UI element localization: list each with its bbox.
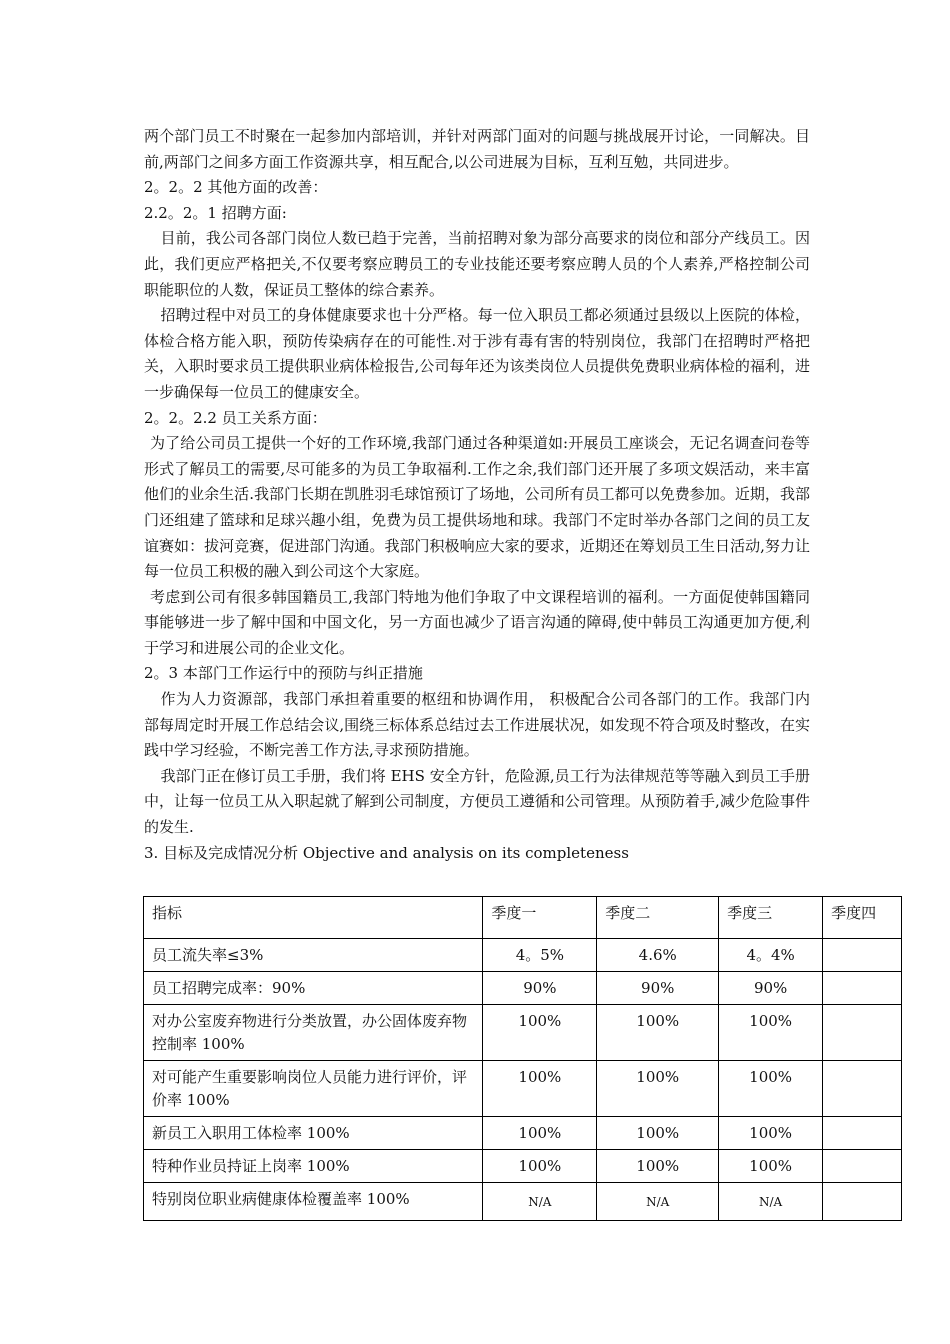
table-cell: 100% (719, 1117, 823, 1150)
paragraph-employee-relations: 为了给公司员工提供一个好的工作环境,我部门通过各种渠道如:开展员工座谈会，无记名调查问卷等形式了解员工的需要,尽可能多的为员工争取福利.工作之余,我们部门还开展了多项文娱活动，来丰富他们的业余生活.我部门长期在凯胜羽毛球馆预订了场地，公司所有员工都可以免费参加。近期，我部门还组建了篮球和足球兴趣小组，免费为员工提供场地和球。我部门不定时举办各部门之间的员工友谊赛如：拔河竞赛，促进部门沟通。我部门积极响应大家的要求，近期还在筹划员工生日活动,努力让每一位员工积极的融入到公司这个大家庭。 (144, 434, 810, 581)
table-cell: 4。5% (483, 939, 597, 972)
table-header-row (144, 897, 902, 939)
table-row (144, 972, 902, 1005)
table-cell: 对可能产生重要影响岗位人员能力进行评价，评价率 100% (144, 1061, 483, 1117)
table-cell (823, 1061, 902, 1117)
table-cell: 新员工入职用工体检率 100% (144, 1117, 483, 1150)
heading-2-2-2-2: 2。2。2.2 员工关系方面： (144, 408, 327, 427)
header-cell: 指标 (144, 897, 483, 939)
table-cell: 100% (483, 1150, 597, 1183)
header-cell: 季度一 (483, 897, 597, 939)
table-row (144, 1005, 902, 1061)
heading-2-2-2-1: 2.2。2。1 招聘方面: (144, 203, 287, 222)
table-cell: N/A (719, 1183, 823, 1221)
table-cell: 4.6% (597, 939, 719, 972)
table-cell: N/A (597, 1183, 719, 1221)
header-cell: 季度二 (597, 897, 719, 939)
paragraph-handbook: 我部门正在修订员工手册，我们将 EHS 安全方针，危险源,员工行为法律规范等等融入到员工手册中，让每一位员工从入职起就了解到公司制度，方便员工遵循和公司管理。从预防着手,减少危险事件的发生. (144, 766, 810, 837)
objectives-table (143, 896, 902, 1221)
table-cell: 100% (597, 1117, 719, 1150)
table-cell: 100% (597, 1061, 719, 1117)
table-cell (823, 1150, 902, 1183)
table-cell (823, 1005, 902, 1061)
paragraph-prevention: 作为人力资源部，我部门承担着重要的枢纽和协调作用， 积极配合公司各部门的工作。我部门内部每周定时开展工作总结会议,围绕三标体系总结过去工作进展状况，如发现不符合项及时整改，在实践中学习经验，不断完善工作方法,寻求预防措施。 (144, 690, 810, 760)
table-row (144, 1150, 902, 1183)
paragraph-training: 两个部门员工不时聚在一起参加内部培训，并针对两部门面对的问题与挑战展开讨论，一同解决。目前,两部门之间多方面工作资源共享，相互配合,以公司进展为目标，互利互勉，共同进步。 (144, 127, 810, 171)
heading-2-2-2: 2。2。2 其他方面的改善： (144, 178, 328, 197)
table-cell: 特种作业员持证上岗率 100% (144, 1150, 483, 1183)
paragraph-health-check: 招聘过程中对员工的身体健康要求也十分严格。每一位入职员工都必须通过县级以上医院的体检，体检合格方能入职，预防传染病存在的可能性.对于涉有毒有害的特别岗位，我部门在招聘时严格把关，入职时要求员工提供职业病体检报告,公司每年还为该类岗位人员提供免费职业病体检的福利，进一步确保每一位员工的健康安全。 (144, 306, 810, 401)
table-cell: 100% (483, 1061, 597, 1117)
table-cell: 100% (719, 1150, 823, 1183)
paragraph-korean-staff: 考虑到公司有很多韩国籍员工,我部门特地为他们争取了中文课程培训的福利。一方面促使韩国籍同事能够进一步了解中国和中国文化，另一方面也减少了语言沟通的障碍,使中韩员工沟通更加方便,利于学习和进展公司的企业文化。 (144, 587, 810, 657)
table-cell (823, 972, 902, 1005)
table-cell: 90% (719, 972, 823, 1005)
table-cell: 员工流失率≤3% (144, 939, 483, 972)
table-cell: N/A (483, 1183, 597, 1221)
table-cell (823, 939, 902, 972)
table-cell: 4。4% (719, 939, 823, 972)
heading-2-3: 2。3 本部门工作运行中的预防与纠正措施 (144, 664, 423, 683)
header-cell: 季度三 (719, 897, 823, 939)
table-row (144, 939, 902, 972)
table-cell: 100% (719, 1061, 823, 1117)
table-row (144, 1061, 902, 1117)
table-cell: 100% (483, 1005, 597, 1061)
heading-3-objectives: 3. 目标及完成情况分析 Objective and analysis on its completeness (144, 843, 629, 862)
table-cell: 对办公室废弃物进行分类放置，办公固体废弃物控制率 100% (144, 1005, 483, 1061)
table-cell: 100% (719, 1005, 823, 1061)
table-cell: 员工招聘完成率：90% (144, 972, 483, 1005)
table-cell: 90% (597, 972, 719, 1005)
table-cell: 100% (597, 1005, 719, 1061)
table-cell (823, 1117, 902, 1150)
paragraph-recruitment: 目前，我公司各部门岗位人数已趋于完善，当前招聘对象为部分高要求的岗位和部分产线员工。因此，我们更应严格把关,不仅要考察应聘员工的专业技能还要考察应聘人员的个人素养,严格控制公司职能职位的人数，保证员工整体的综合素养。 (144, 229, 810, 299)
table-row (144, 1117, 902, 1150)
table-row (144, 1183, 902, 1221)
table-cell: 100% (483, 1117, 597, 1150)
table-cell: 特别岗位职业病健康体检覆盖率 100% (144, 1183, 483, 1221)
table-cell: 90% (483, 972, 597, 1005)
table-cell: 100% (597, 1150, 719, 1183)
header-cell: 季度四 (823, 897, 902, 939)
table-cell (823, 1183, 902, 1221)
document-body (144, 124, 810, 866)
